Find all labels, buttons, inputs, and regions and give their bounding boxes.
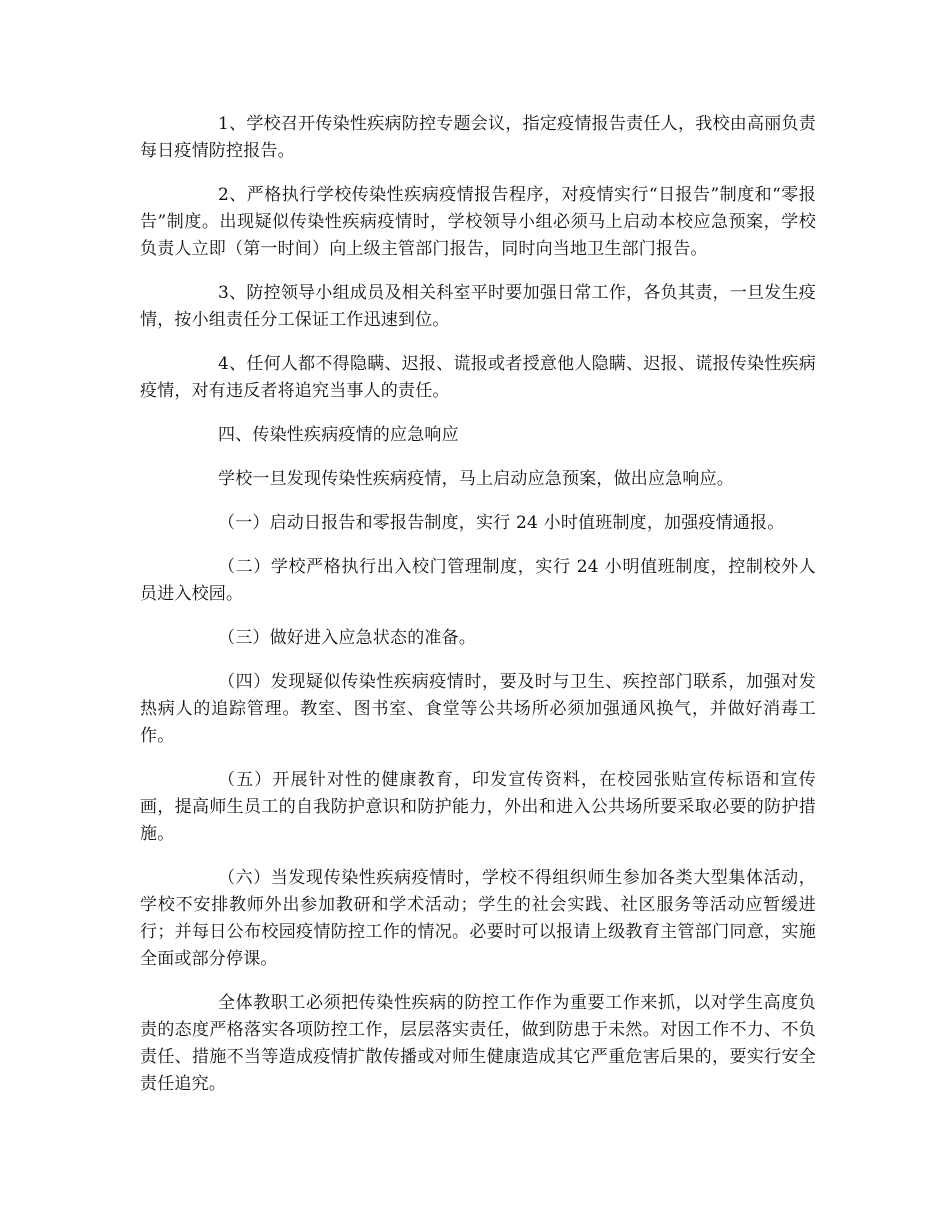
response-item-2: （二）学校严格执行出入校门管理制度，实行 24 小明值班制度，控制校外人员进入校园。 xyxy=(140,557,816,604)
section-intro: 学校一旦发现传染性疾病疫情，马上启动应急预案，做出应急响应。 xyxy=(218,469,734,489)
response-item-3: （三）做好进入应急状态的准备。 xyxy=(218,628,476,648)
paragraph-item-3: 3、防控领导小组成员及相关科室平时要加强日常工作，各负其责，一旦发生疫情，按小组责任分工保证工作迅速到位。 xyxy=(140,283,816,330)
paragraph-item-2: 2、严格执行学校传染性疾病疫情报告程序，对疫情实行“日报告”制度和“零报告”制度。出现疑似传染性疾病疫情时，学校领导小组必须马上启动本校应急预案，学校负责人立即（第一时间）向上级主管部门报告，同时向当地卫生部门报告。 xyxy=(140,185,816,259)
closing-paragraph: 全体教职工必须把传染性疾病的防控工作作为重要工作来抓，以对学生高度负责的态度严格落实各项防控工作，层层落实责任，做到防患于未然。对因工作不力、不负责任、措施不当等造成疫情扩散传播或对师生健康造成其它严重危害后果的，要实行安全责任追究。 xyxy=(140,993,816,1094)
paragraph-item-1: 1、学校召开传染性疾病防控专题会议，指定疫情报告责任人，我校由高丽负责每日疫情防控报告。 xyxy=(140,114,816,161)
response-item-4: （四）发现疑似传染性疾病疫情时，要及时与卫生、疾控部门联系，加强对发热病人的追踪管理。教室、图书室、食堂等公共场所必须加强通风换气，并做好消毒工作。 xyxy=(140,672,816,746)
paragraph-item-4: 4、任何人都不得隐瞒、迟报、谎报或者授意他人隐瞒、迟报、谎报传染性疾病疫情，对有违反者将追究当事人的责任。 xyxy=(140,354,816,401)
response-item-6: （六）当发现传染性疾病疫情时，学校不得组织师生参加各类大型集体活动，学校不安排教师外出参加教研和学术活动；学生的社会实践、社区服务等活动应暂缓进行；并每日公布校园疫情防控工作的情况。必要时可以报请上级教育主管部门同意，实施全面或部分停课。 xyxy=(140,868,816,969)
section-heading: 四、传染性疾病疫情的应急响应 xyxy=(218,425,459,445)
response-item-5: （五）开展针对性的健康教育，印发宣传资料，在校园张贴宣传标语和宣传画，提高师生员工的自我防护意识和防护能力，外出和进入公共场所要采取必要的防护措施。 xyxy=(140,770,816,844)
response-item-1: （一）启动日报告和零报告制度，实行 24 小时值班制度，加强疫情通报。 xyxy=(218,513,785,533)
document-body xyxy=(140,111,816,1115)
